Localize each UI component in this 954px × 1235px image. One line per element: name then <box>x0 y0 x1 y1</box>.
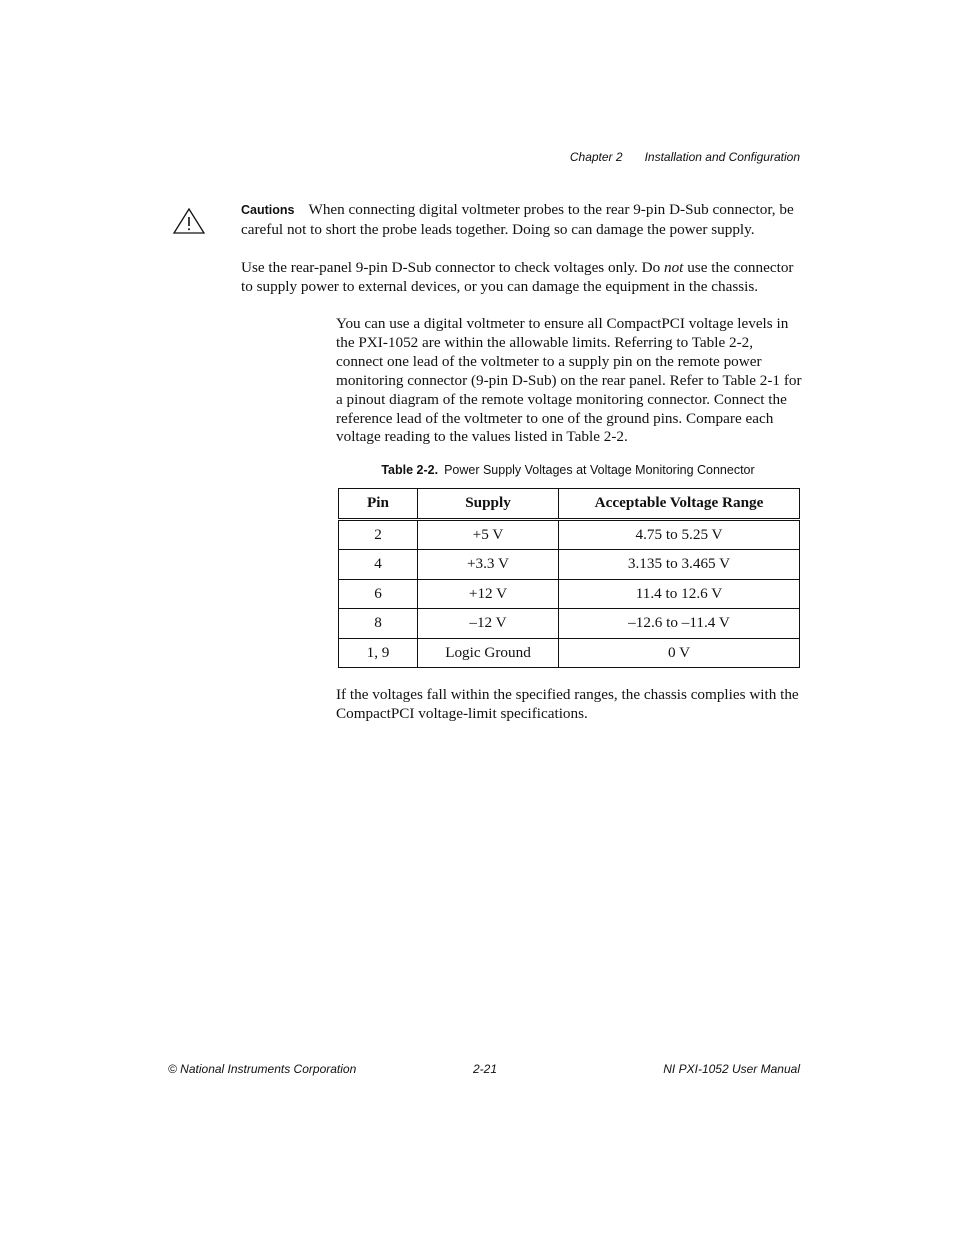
caution-label: Cautions <box>241 203 295 217</box>
caution-text-2-after: use the connector to supply power to external devices, or you can damage the equipment in the chassis. <box>241 259 794 295</box>
caution-text-1: When connecting digital voltmeter probes to the rear 9-pin D-Sub connector, be careful not to short the probe leads together. Doing so can damage the power supply. <box>241 201 794 238</box>
caution-text-2-before: Use the rear-panel 9-pin D-Sub connector to check voltages only. Do <box>241 259 664 276</box>
cell-supply: +3.3 V <box>418 550 559 580</box>
cell-range: 4.75 to 5.25 V <box>559 519 800 550</box>
header-chapter: Chapter 2 <box>569 150 623 164</box>
caution-block <box>241 200 801 315</box>
header-voltage-range: Acceptable Voltage Range <box>559 489 800 520</box>
header-supply: Supply <box>418 489 559 520</box>
table-row <box>339 550 800 580</box>
table-row <box>339 519 800 550</box>
cell-supply: Logic Ground <box>418 638 559 668</box>
cell-range: 11.4 to 12.6 V <box>559 579 800 609</box>
table-caption <box>336 463 800 477</box>
table-caption-title: Power Supply Voltages at Voltage Monitoring Connector <box>444 463 755 477</box>
cell-pin: 8 <box>339 609 418 639</box>
voltage-table <box>338 488 800 668</box>
table-header-row <box>339 489 800 520</box>
cell-pin: 2 <box>339 519 418 550</box>
table-row <box>339 638 800 668</box>
cell-range: 3.135 to 3.465 V <box>559 550 800 580</box>
table-row <box>339 609 800 639</box>
running-header <box>0 150 800 164</box>
cell-supply: +12 V <box>418 579 559 609</box>
header-section: Installation and Configuration <box>644 150 800 164</box>
cell-pin: 4 <box>339 550 418 580</box>
cell-supply: –12 V <box>418 609 559 639</box>
cell-supply: +5 V <box>418 519 559 550</box>
warning-triangle-icon <box>172 207 206 235</box>
footer-manual-title: NI PXI-1052 User Manual <box>663 1062 800 1076</box>
table-row <box>339 579 800 609</box>
cell-pin: 1, 9 <box>339 638 418 668</box>
caution-text-2-emphasis: not <box>663 259 684 276</box>
closing-paragraph: If the voltages fall within the specified ranges, the chassis complies with the CompactPCI voltage-limit specifications. <box>336 686 799 722</box>
cell-pin: 6 <box>339 579 418 609</box>
cell-range: 0 V <box>559 638 800 668</box>
caution-paragraph-1 <box>241 200 801 239</box>
footer-copyright: © National Instruments Corporation <box>168 1062 357 1076</box>
intro-paragraph: You can use a digital voltmeter to ensure all CompactPCI voltage levels in the PXI-1052 are within the allowable limits. Referring to Table 2-2, connect one lead of the voltmeter to a supply pin on the remote power monitoring connector (9-pin D-Sub) on the rear panel. Refer to Table 2-1 for a pinout diagram of the remote voltage monitoring connector. Connect the reference lead of the voltmeter to one of the ground pins. Compare each voltage reading to the values listed in Table 2-2. <box>336 315 802 446</box>
cell-range: –12.6 to –11.4 V <box>559 609 800 639</box>
caution-paragraph-2 <box>241 258 801 296</box>
header-pin: Pin <box>339 489 418 520</box>
table-caption-label: Table 2-2. <box>381 463 439 477</box>
footer-page-number: 2-21 <box>473 1062 498 1076</box>
